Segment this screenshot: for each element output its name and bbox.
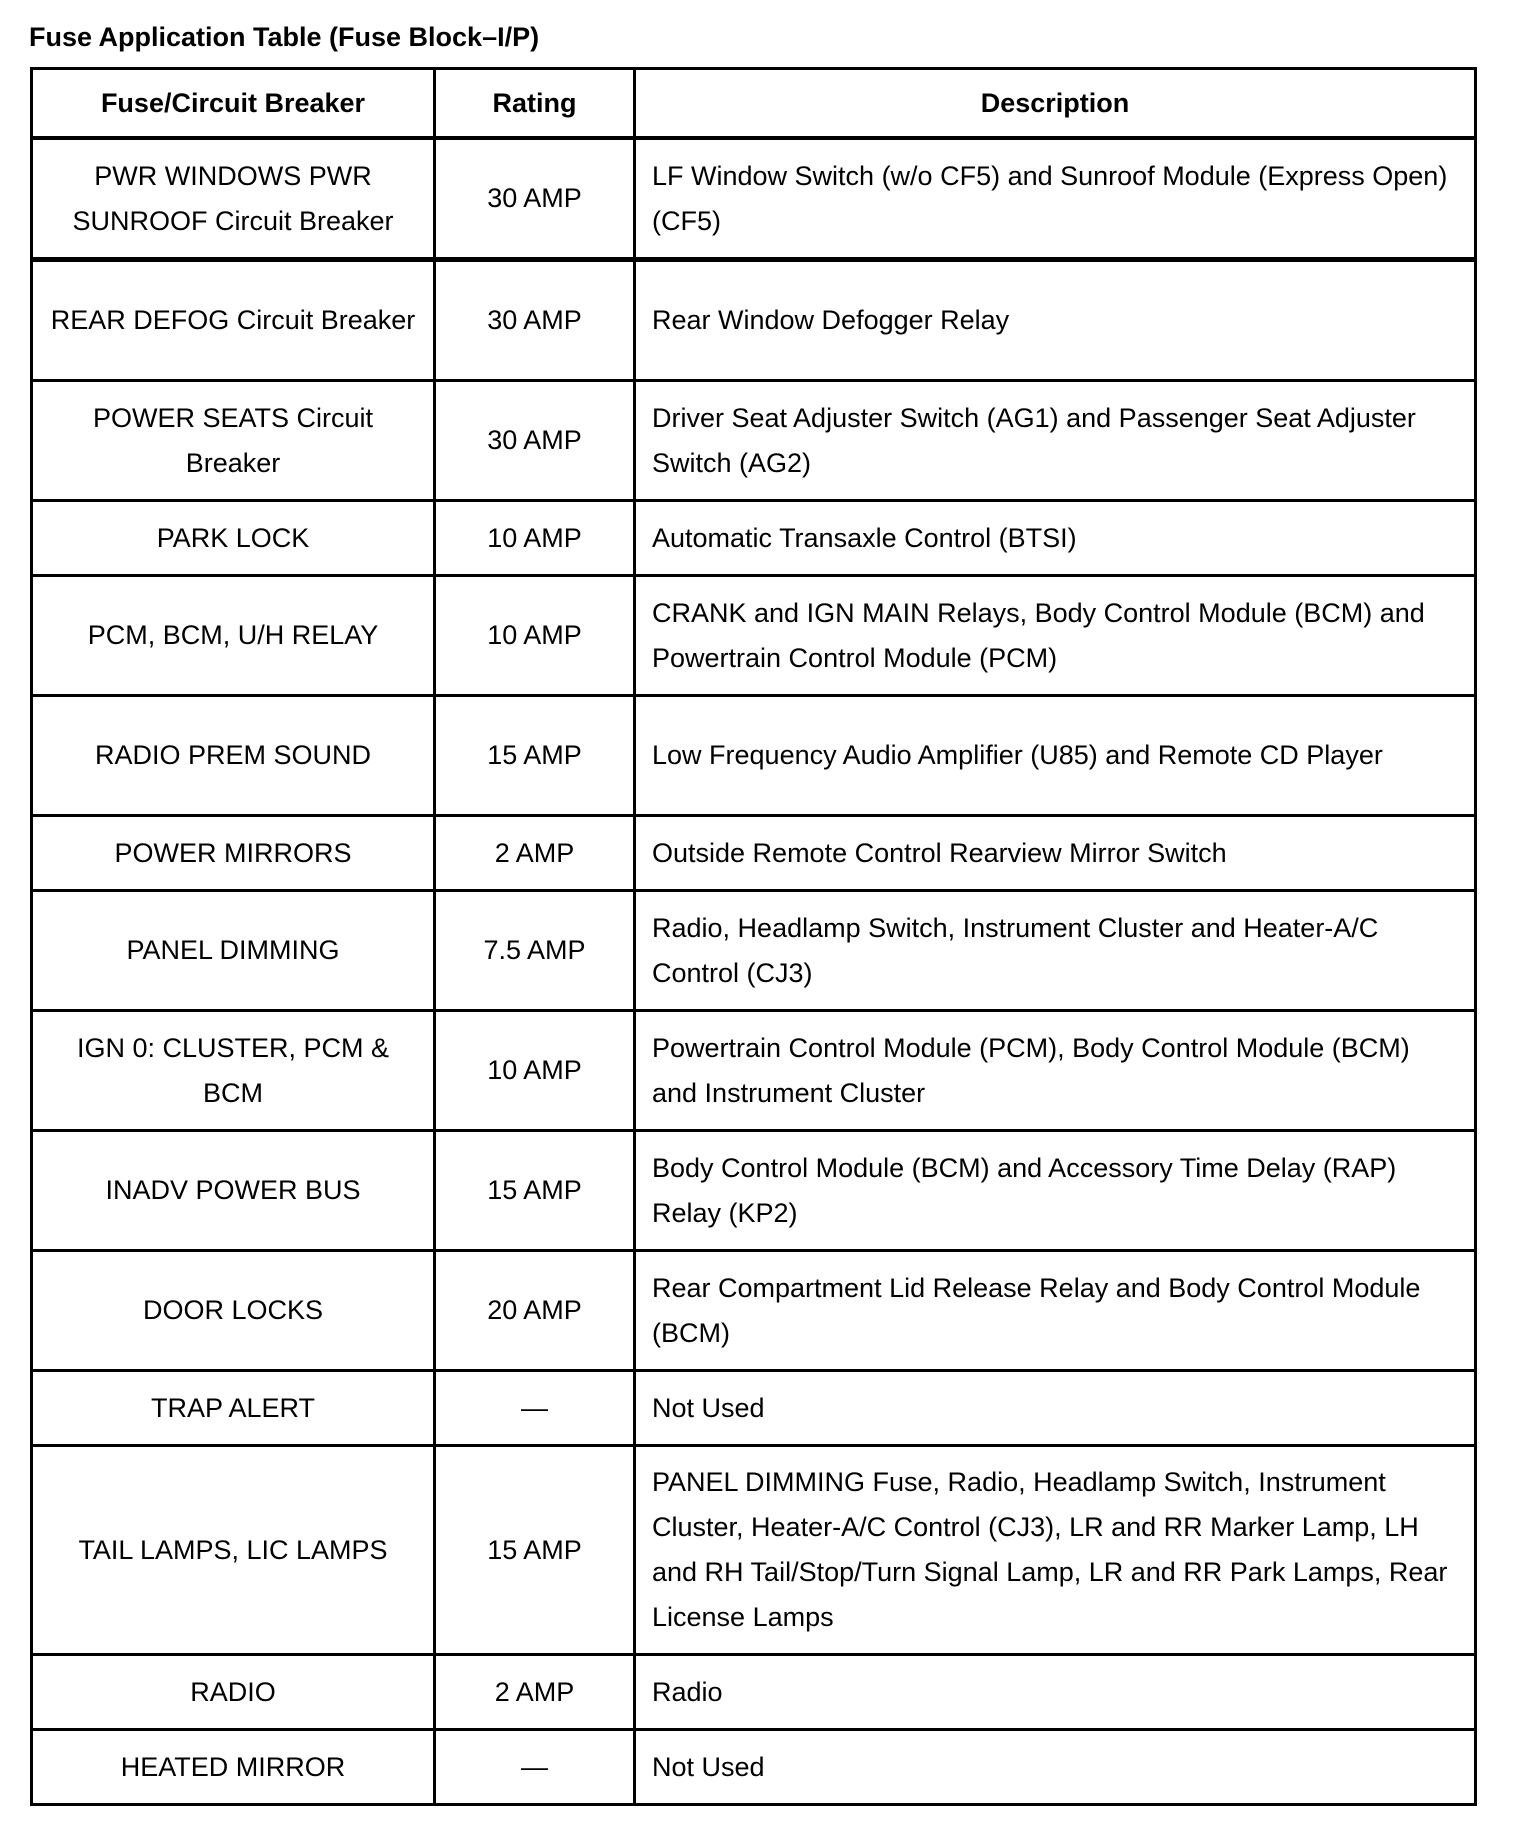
rating-cell: 10 AMP <box>435 576 635 696</box>
fuse-name-cell: HEATED MIRROR <box>32 1730 435 1805</box>
description-cell: LF Window Switch (w/o CF5) and Sunroof Module (Express Open) (CF5) <box>635 138 1476 260</box>
table-row <box>32 576 1476 696</box>
description-cell: Radio, Headlamp Switch, Instrument Cluster and Heater-A/C Control (CJ3) <box>635 891 1476 1011</box>
fuse-name-cell: RADIO <box>32 1655 435 1730</box>
page-title: Fuse Application Table (Fuse Block–I/P) <box>29 22 540 52</box>
description-cell: Driver Seat Adjuster Switch (AG1) and Passenger Seat Adjuster Switch (AG2) <box>635 381 1476 501</box>
description-cell: Automatic Transaxle Control (BTSI) <box>635 501 1476 576</box>
fuse-name-cell: DOOR LOCKS <box>32 1251 435 1371</box>
table-row <box>32 1371 1476 1446</box>
description-cell: Not Used <box>635 1371 1476 1446</box>
fuse-name-cell: RADIO PREM SOUND <box>32 696 435 816</box>
description-cell: PANEL DIMMING Fuse, Radio, Headlamp Switch, Instrument Cluster, Heater-A/C Control (CJ3), LR and RR Marker Lamp, LH and RH Tail/Stop/Turn Signal Lamp, LR and RR Park Lamps, Rear License Lamps <box>635 1446 1476 1655</box>
fuse-application-table <box>30 67 1477 1806</box>
rating-cell: 2 AMP <box>435 816 635 891</box>
fuse-name-cell: TAIL LAMPS, LIC LAMPS <box>32 1446 435 1655</box>
rating-cell: 20 AMP <box>435 1251 635 1371</box>
description-cell: Radio <box>635 1655 1476 1730</box>
fuse-name-cell: POWER SEATS Circuit Breaker <box>32 381 435 501</box>
description-cell: Body Control Module (BCM) and Accessory Time Delay (RAP) Relay (KP2) <box>635 1131 1476 1251</box>
table-header-row <box>32 69 1476 139</box>
rating-cell: 30 AMP <box>435 138 635 260</box>
table-row <box>32 260 1476 381</box>
fuse-name-cell: IGN 0: CLUSTER, PCM & BCM <box>32 1011 435 1131</box>
fuse-name-cell: PARK LOCK <box>32 501 435 576</box>
fuse-name-cell: POWER MIRRORS <box>32 816 435 891</box>
fuse-name-cell: PWR WINDOWS PWR SUNROOF Circuit Breaker <box>32 138 435 260</box>
table-row <box>32 696 1476 816</box>
fuse-name-cell: INADV POWER BUS <box>32 1131 435 1251</box>
description-cell: Powertrain Control Module (PCM), Body Control Module (BCM) and Instrument Cluster <box>635 1011 1476 1131</box>
description-cell: Not Used <box>635 1730 1476 1805</box>
rating-cell: 15 AMP <box>435 696 635 816</box>
column-header-description: Description <box>635 69 1476 139</box>
rating-cell: 15 AMP <box>435 1446 635 1655</box>
table-row <box>32 816 1476 891</box>
fuse-name-cell: PANEL DIMMING <box>32 891 435 1011</box>
rating-cell: 10 AMP <box>435 501 635 576</box>
rating-cell: — <box>435 1371 635 1446</box>
table-row <box>32 138 1476 260</box>
fuse-name-cell: REAR DEFOG Circuit Breaker <box>32 260 435 381</box>
table-row <box>32 1011 1476 1131</box>
column-header-rating: Rating <box>435 69 635 139</box>
rating-cell: — <box>435 1730 635 1805</box>
rating-cell: 30 AMP <box>435 381 635 501</box>
table-row <box>32 1251 1476 1371</box>
fuse-name-cell: PCM, BCM, U/H RELAY <box>32 576 435 696</box>
rating-cell: 7.5 AMP <box>435 891 635 1011</box>
table-row <box>32 1730 1476 1805</box>
table-row <box>32 1655 1476 1730</box>
rating-cell: 15 AMP <box>435 1131 635 1251</box>
rating-cell: 30 AMP <box>435 260 635 381</box>
table-row <box>32 501 1476 576</box>
table-row <box>32 381 1476 501</box>
fuse-name-cell: TRAP ALERT <box>32 1371 435 1446</box>
description-cell: Rear Window Defogger Relay <box>635 260 1476 381</box>
rating-cell: 10 AMP <box>435 1011 635 1131</box>
table-row <box>32 1446 1476 1655</box>
column-header-fuse: Fuse/Circuit Breaker <box>32 69 435 139</box>
table-row <box>32 891 1476 1011</box>
description-cell: Outside Remote Control Rearview Mirror Switch <box>635 816 1476 891</box>
description-cell: CRANK and IGN MAIN Relays, Body Control Module (BCM) and Powertrain Control Module (PCM) <box>635 576 1476 696</box>
description-cell: Low Frequency Audio Amplifier (U85) and Remote CD Player <box>635 696 1476 816</box>
description-cell: Rear Compartment Lid Release Relay and Body Control Module (BCM) <box>635 1251 1476 1371</box>
table-row <box>32 1131 1476 1251</box>
rating-cell: 2 AMP <box>435 1655 635 1730</box>
